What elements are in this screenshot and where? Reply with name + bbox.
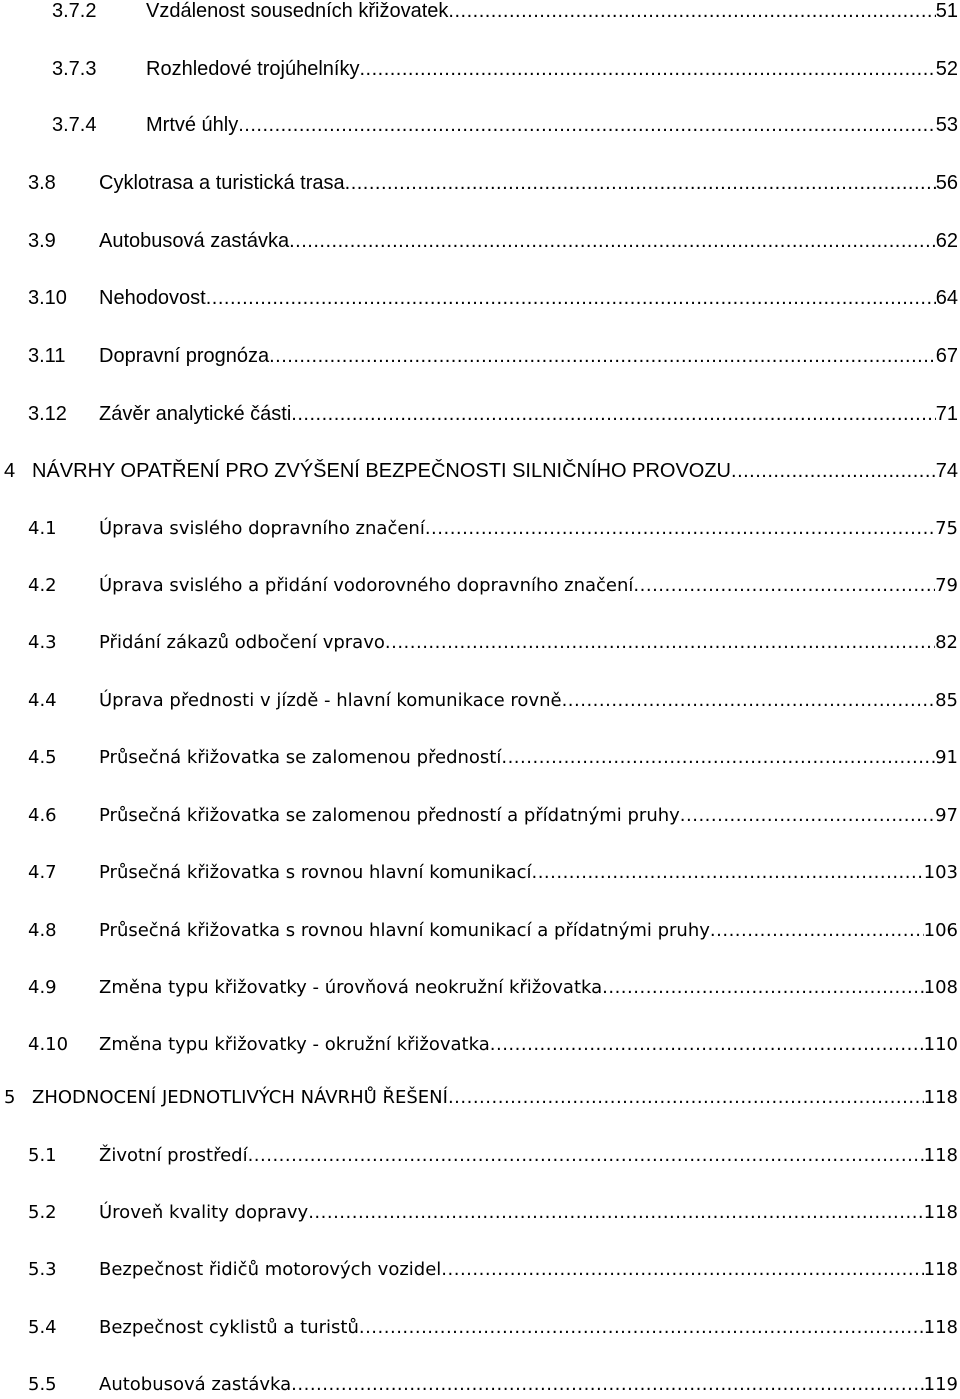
toc-dot-leader bbox=[206, 284, 936, 312]
toc-entry-title: Úroveň kvality dopravy bbox=[99, 1202, 309, 1223]
toc-entry[interactable] bbox=[52, 55, 958, 83]
toc-entry-page: 103 bbox=[923, 862, 958, 883]
toc-dot-leader bbox=[359, 1314, 924, 1342]
toc-entry-page: 85 bbox=[935, 690, 958, 711]
toc-entry-number: 4.4 bbox=[28, 690, 57, 711]
toc-entry-number: 3.8 bbox=[28, 172, 56, 194]
toc-entry-page: 82 bbox=[935, 632, 958, 653]
toc-entry-number: 4.3 bbox=[28, 632, 57, 653]
toc-entry[interactable] bbox=[28, 859, 958, 887]
toc-dot-leader bbox=[269, 342, 936, 370]
toc-entry-number: 4.5 bbox=[28, 747, 57, 768]
toc-entry-page: 64 bbox=[935, 287, 958, 309]
toc-entry[interactable] bbox=[28, 974, 958, 1002]
toc-entry-title: Nehodovost bbox=[99, 287, 206, 309]
toc-entry-title: Životní prostředí bbox=[99, 1145, 248, 1166]
toc-entry-number: 4 bbox=[4, 460, 16, 482]
toc-entry-number: 3.10 bbox=[28, 287, 67, 309]
toc-entry-number: 3.7.3 bbox=[52, 58, 97, 80]
toc-entry[interactable] bbox=[28, 572, 958, 600]
toc-entry-title: Úprava svislého a přidání vodorovného dopravního značení bbox=[99, 575, 634, 596]
toc-dot-leader bbox=[289, 227, 936, 255]
toc-entry-page: 106 bbox=[923, 920, 958, 941]
toc-entry[interactable] bbox=[28, 1031, 958, 1059]
toc-dot-leader bbox=[425, 515, 935, 543]
toc-entry-page: 67 bbox=[935, 345, 958, 367]
toc-entry-title: ZHODNOCENÍ JEDNOTLIVÝCH NÁVRHŮ ŘEŠENÍ bbox=[32, 1087, 448, 1108]
toc-entry-page: 97 bbox=[935, 805, 958, 826]
toc-entry-page: 119 bbox=[923, 1374, 958, 1395]
toc-entry-number: 4.8 bbox=[28, 920, 57, 941]
toc-entry-title: Bezpečnost řidičů motorových vozidel bbox=[99, 1259, 442, 1280]
toc-entry-page: 118 bbox=[923, 1317, 958, 1338]
toc-dot-leader bbox=[602, 974, 924, 1002]
toc-entry-number: 3.7.4 bbox=[52, 114, 97, 136]
toc-entry[interactable] bbox=[28, 1256, 958, 1284]
toc-entry-title: Dopravní prognóza bbox=[99, 345, 270, 367]
toc-entry[interactable] bbox=[28, 802, 958, 830]
toc-entry-title: Mrtvé úhly bbox=[146, 114, 239, 136]
toc-entry[interactable] bbox=[52, 111, 958, 139]
toc-entry[interactable] bbox=[28, 687, 958, 715]
toc-entry-page: 62 bbox=[935, 230, 958, 252]
toc-entry-page: 74 bbox=[935, 460, 958, 482]
toc-entry[interactable] bbox=[28, 629, 958, 657]
toc-entry[interactable] bbox=[28, 1199, 958, 1227]
toc-entry[interactable] bbox=[28, 1371, 958, 1399]
toc-entry-number: 5.5 bbox=[28, 1374, 57, 1395]
toc-entry-page: 118 bbox=[923, 1259, 958, 1280]
toc-entry-number: 3.11 bbox=[28, 345, 66, 367]
toc-entry[interactable] bbox=[4, 457, 958, 485]
toc-entry-title: Změna typu křižovatky - úrovňová neokružní křižovatka bbox=[99, 977, 603, 998]
toc-entry-page: 108 bbox=[923, 977, 958, 998]
toc-entry-number: 3.7.2 bbox=[52, 0, 97, 22]
toc-entry-number: 4.1 bbox=[28, 518, 57, 539]
toc-dot-leader bbox=[441, 1256, 923, 1284]
toc-entry-number: 5.1 bbox=[28, 1145, 57, 1166]
toc-dot-leader bbox=[345, 169, 936, 197]
toc-dot-leader bbox=[710, 917, 924, 945]
toc-entry-page: 52 bbox=[935, 58, 958, 80]
toc-entry-page: 91 bbox=[935, 747, 958, 768]
toc-entry[interactable] bbox=[28, 1314, 958, 1342]
toc-entry[interactable] bbox=[28, 284, 958, 312]
toc-dot-leader bbox=[490, 1031, 924, 1059]
toc-entry-title: Rozhledové trojúhelníky bbox=[146, 58, 360, 80]
toc-dot-leader bbox=[501, 744, 935, 772]
toc-entry-number: 3.9 bbox=[28, 230, 56, 252]
toc-entry-title: Úprava svislého dopravního značení bbox=[99, 518, 425, 539]
toc-entry-title: Autobusová zastávka bbox=[99, 1374, 292, 1395]
toc-entry-number: 5 bbox=[4, 1087, 16, 1108]
toc-entry[interactable] bbox=[28, 169, 958, 197]
toc-entry-page: 51 bbox=[935, 0, 958, 22]
toc-entry-title: Změna typu křižovatky - okružní křižovatka bbox=[99, 1034, 490, 1055]
toc-entry-page: 118 bbox=[923, 1202, 958, 1223]
toc-entry-page: 118 bbox=[923, 1087, 958, 1108]
toc-entry-title: Autobusová zastávka bbox=[99, 230, 290, 252]
toc-entry-title: Průsečná křižovatka s rovnou hlavní komunikací a přídatnými pruhy bbox=[99, 920, 710, 941]
toc-dot-leader bbox=[308, 1199, 923, 1227]
toc-entry-title: Průsečná křižovatka se zalomenou předností bbox=[99, 747, 502, 768]
toc-entry[interactable] bbox=[28, 515, 958, 543]
toc-entry-number: 4.6 bbox=[28, 805, 57, 826]
toc-dot-leader bbox=[359, 55, 935, 83]
toc-entry-title: Vzdálenost sousedních křižovatek bbox=[146, 0, 449, 22]
toc-entry-title: Závěr analytické části bbox=[99, 403, 292, 425]
toc-entry-title: Cyklotrasa a turistická trasa bbox=[99, 172, 345, 194]
toc-dot-leader bbox=[291, 400, 935, 428]
toc-entry[interactable] bbox=[28, 1142, 958, 1170]
toc-entry-page: 79 bbox=[935, 575, 958, 596]
toc-dot-leader bbox=[731, 457, 936, 485]
toc-entry-page: 110 bbox=[923, 1034, 958, 1055]
toc-entry-page: 118 bbox=[923, 1145, 958, 1166]
toc-dot-leader bbox=[238, 111, 936, 139]
toc-entry-number: 5.4 bbox=[28, 1317, 57, 1338]
toc-entry-title: Průsečná křižovatka s rovnou hlavní komunikací bbox=[99, 862, 532, 883]
toc-entry[interactable] bbox=[28, 917, 958, 945]
toc-entry-title: NÁVRHY OPATŘENÍ PRO ZVÝŠENÍ BEZPEČNOSTI SILNIČNÍHO PROVOZU bbox=[32, 460, 732, 482]
toc-entry-number: 5.2 bbox=[28, 1202, 57, 1223]
toc-entry-page: 56 bbox=[935, 172, 958, 194]
toc-entry-title: Přidání zákazů odbočení vpravo bbox=[99, 632, 385, 653]
toc-dot-leader bbox=[385, 629, 935, 657]
toc-dot-leader bbox=[448, 1084, 924, 1112]
toc-entry[interactable] bbox=[28, 744, 958, 772]
toc-entry[interactable] bbox=[28, 400, 958, 428]
toc-entry-number: 4.2 bbox=[28, 575, 57, 596]
toc-dot-leader bbox=[291, 1371, 923, 1399]
toc-dot-leader bbox=[680, 802, 935, 830]
toc-entry-page: 53 bbox=[935, 114, 958, 136]
toc-entry-title: Průsečná křižovatka se zalomenou předností a přídatnými pruhy bbox=[99, 805, 680, 826]
toc-entry-number: 3.12 bbox=[28, 403, 67, 425]
toc-dot-leader bbox=[562, 687, 936, 715]
toc-entry-title: Bezpečnost cyklistů a turistů bbox=[99, 1317, 359, 1338]
toc-entry-number: 4.9 bbox=[28, 977, 57, 998]
toc-entry-number: 4.10 bbox=[28, 1034, 69, 1055]
toc-dot-leader bbox=[448, 0, 935, 25]
toc-entry[interactable] bbox=[52, 0, 958, 25]
toc-entry[interactable] bbox=[28, 342, 958, 370]
toc-entry[interactable] bbox=[28, 227, 958, 255]
toc-dot-leader bbox=[633, 572, 935, 600]
toc-entry-number: 4.7 bbox=[28, 862, 57, 883]
toc-entry[interactable] bbox=[4, 1084, 958, 1112]
toc-dot-leader bbox=[531, 859, 923, 887]
toc-entry-number: 5.3 bbox=[28, 1259, 57, 1280]
toc-entry-page: 71 bbox=[935, 403, 958, 425]
toc-entry-page: 75 bbox=[935, 518, 958, 539]
toc-entry-title: Úprava přednosti v jízdě - hlavní komunikace rovně bbox=[99, 690, 562, 711]
toc-dot-leader bbox=[248, 1142, 924, 1170]
